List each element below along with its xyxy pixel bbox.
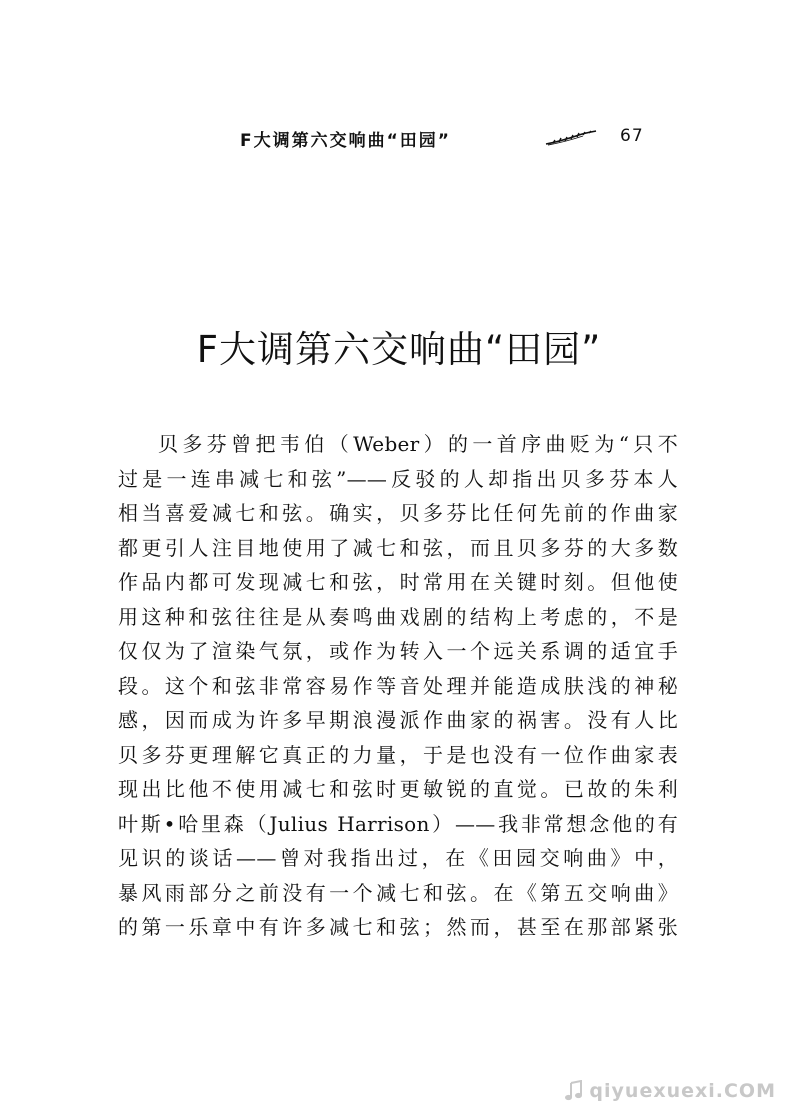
body-paragraph (118, 427, 678, 945)
text-line: 都更引人注目地使用了减七和弦，而且贝多芬的大多数 (118, 535, 678, 560)
chapter-title: F大调第六交响曲“田园” (196, 327, 602, 371)
text-line: 作品内都可发现减七和弦，时常用在关键时刻。但他使 (118, 570, 678, 594)
text-line: 的第一乐章中有许多减七和弦；然而，甚至在那部紧张 (118, 915, 678, 939)
text-line: 感，因而成为许多早期浪漫派作曲家的祸害。没有人比 (118, 708, 678, 732)
text-line: 段。这个和弦非常容易作等音处理并能造成肤浅的神秘 (118, 673, 678, 698)
text-line: 现出比他不使用减七和弦时更敏锐的直觉。已故的朱利 (118, 777, 678, 801)
text-line: 暴风雨部分之前没有一个减七和弦。在《第五交响曲》 (118, 880, 678, 905)
page-number: 67 (620, 126, 644, 146)
text-line: 贝多芬更理解它真正的力量，于是也没有一位作曲家表 (118, 742, 678, 767)
music-note-icon (563, 1080, 585, 1102)
text-line: 用这种和弦往往是从奏鸣曲戏剧的结构上考虑的，不是 (118, 604, 678, 629)
text-line: 贝多芬曾把韦伯（Weber）的一首序曲贬为“只不 (158, 432, 678, 456)
watermark-text: qiyuexuexi.COM (589, 1080, 776, 1102)
text-line: 叶斯•哈里森（Julius Harrison）——我非常想念他的有 (118, 811, 678, 836)
text-line: 见识的谈话——曾对我指出过，在《田园交响曲》中， (118, 846, 678, 870)
text-line: 仅仅为了渲染气氛，或作为转入一个远关系调的适宜手 (118, 639, 678, 663)
text-line: 相当喜爱减七和弦。确实，贝多芬比任何先前的作曲家 (118, 501, 678, 525)
ornament-flourish-icon (545, 130, 597, 146)
running-title: F大调第六交响曲“田园” (240, 131, 451, 151)
watermark (563, 1080, 776, 1102)
running-header (240, 124, 660, 154)
text-line: 过是一连串减七和弦”——反驳的人却指出贝多芬本人 (118, 466, 678, 491)
